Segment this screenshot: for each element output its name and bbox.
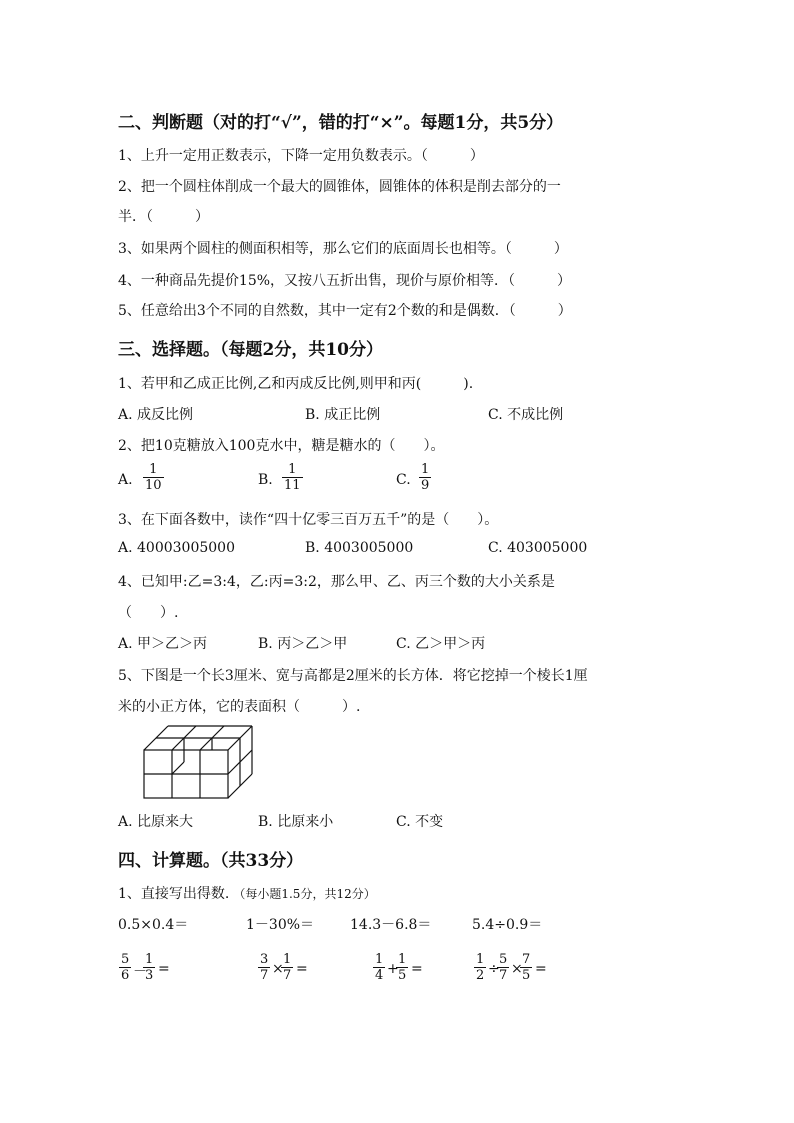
fraction-numerator: 1 [375,952,384,967]
calc-expr-1: 0.5×0.4＝ [118,917,189,933]
calc-expr-3: 14.3－6.8＝ [350,917,432,933]
fraction-numerator: 1 [476,952,485,967]
q4-option-a: A. 甲＞乙＞丙 [118,636,208,652]
calc-frac-expr-4-second [497,952,509,983]
calc-frac-expr-2-first [258,952,270,983]
calc-question-1 [118,883,376,903]
fraction-denominator: 6 [121,968,130,983]
q5-option-b: B. 比原来小 [258,814,334,830]
q3-option-b: B. 4003005000 [305,540,414,556]
cuboid-figure [140,722,260,802]
fraction-numerator: 1 [421,462,430,477]
fraction-denominator: 7 [283,968,292,983]
q3-option-c: C. 403005000 [488,540,588,556]
q2-option-c-label: C. [396,472,411,488]
calc-question-1-note: （每小题1.5分，共12分） [233,887,376,901]
calc-frac-expr-4-third [520,952,532,983]
judge-question-1: 1、上升一定用正数表示，下降一定用负数表示。（ ） [118,148,484,164]
fraction-numerator: 7 [522,952,531,967]
fraction-numerator: 5 [499,952,508,967]
calc-equals: = [411,961,423,977]
choice-question-5-line2: 米的小正方体，它的表面积（ ）. [118,699,361,715]
calc-frac-expr-1-second [143,952,155,983]
choice-question-4-line2: （ ）. [118,605,179,621]
fraction-denominator: 5 [398,968,407,983]
section-4-title: 四、计算题。（共33分） [118,851,304,871]
calc-frac-expr-2-second [281,952,293,983]
section-3-title: 三、选择题。（每题2分，共10分） [118,340,383,360]
q2-option-a-fraction [143,462,164,493]
fraction-numerator: 1 [282,462,303,478]
fraction-denominator: 11 [284,478,301,493]
calc-frac-expr-3-second [396,952,408,983]
q2-option-c-fraction [419,462,431,493]
choice-question-1: 1、若甲和乙成正比例,乙和丙成反比例,则甲和丙( ). [118,376,474,392]
q2-option-b-fraction [282,462,303,493]
fraction-numerator: 1 [145,952,154,967]
judge-question-2-line1: 2、把一个圆柱体削成一个最大的圆锥体，圆锥体的体积是削去部分的一 [118,179,561,195]
choice-question-5-line1: 5、下图是一个长3厘米、宽与高都是2厘米的长方体．将它挖掉一个棱长1厘 [118,668,588,684]
choice-question-4-line1: 4、已知甲:乙=3:4，乙:丙=3:2，那么甲、乙、丙三个数的大小关系是 [118,574,555,590]
choice-question-2: 2、把10克糖放入100克水中，糖是糖水的（ ）。 [118,438,445,454]
judge-question-5: 5、任意给出3个不同的自然数，其中一定有2个数的和是偶数．（ ） [118,303,572,319]
q1-option-b: B. 成正比例 [305,407,381,423]
q1-option-c: C. 不成比例 [488,407,564,423]
calc-frac-expr-4-first [474,952,486,983]
fraction-denominator: 7 [499,968,508,983]
fraction-numerator: 1 [283,952,292,967]
calc-expr-2: 1－30%＝ [246,917,315,933]
calc-equals: = [158,961,170,977]
calc-operator: × [272,961,284,977]
q4-option-b: B. 丙＞乙＞甲 [258,636,348,652]
calc-operator: × [511,961,523,977]
judge-question-4: 4、一种商品先提价15%，又按八五折出售，现价与原价相等．（ ） [118,273,572,289]
fraction-numerator: 1 [398,952,407,967]
calc-operator: + [387,961,399,977]
calc-frac-expr-1-first [119,952,131,983]
calc-frac-expr-3-first [373,952,385,983]
fraction-denominator: 9 [421,478,430,493]
q2-option-a-label: A. [118,472,133,488]
q5-option-a: A. 比原来大 [118,814,194,830]
fraction-denominator: 5 [522,968,531,983]
calc-equals: = [296,961,308,977]
judge-question-3: 3、如果两个圆柱的侧面积相等，那么它们的底面周长也相等。（ ） [118,241,568,257]
q5-option-c: C. 不变 [396,814,444,830]
q2-option-b-label: B. [258,472,273,488]
q4-option-c: C. 乙＞甲＞丙 [396,636,486,652]
q1-option-a: A. 成反比例 [118,407,194,423]
calc-expr-4: 5.4÷0.9＝ [472,917,543,933]
calc-operator: － [133,964,147,980]
q3-option-a: A. 40003005000 [118,540,235,556]
calc-question-1-stem: 1、直接写出得数. [118,886,230,902]
fraction-numerator: 5 [121,952,130,967]
fraction-denominator: 7 [260,968,269,983]
calc-operator: ÷ [488,961,500,977]
judge-question-2-line2: 半．（ ） [118,209,209,225]
fraction-denominator: 2 [476,968,485,983]
fraction-denominator: 3 [145,968,154,983]
fraction-numerator: 3 [260,952,269,967]
section-2-title: 二、判断题（对的打“√”，错的打“×”。每题1分，共5分） [118,113,564,133]
choice-question-3: 3、在下面各数中，读作“四十亿零三百万五千”的是（ ）。 [118,512,499,528]
fraction-denominator: 4 [375,968,384,983]
calc-equals: = [535,961,547,977]
fraction-denominator: 10 [145,478,162,493]
fraction-numerator: 1 [143,462,164,478]
